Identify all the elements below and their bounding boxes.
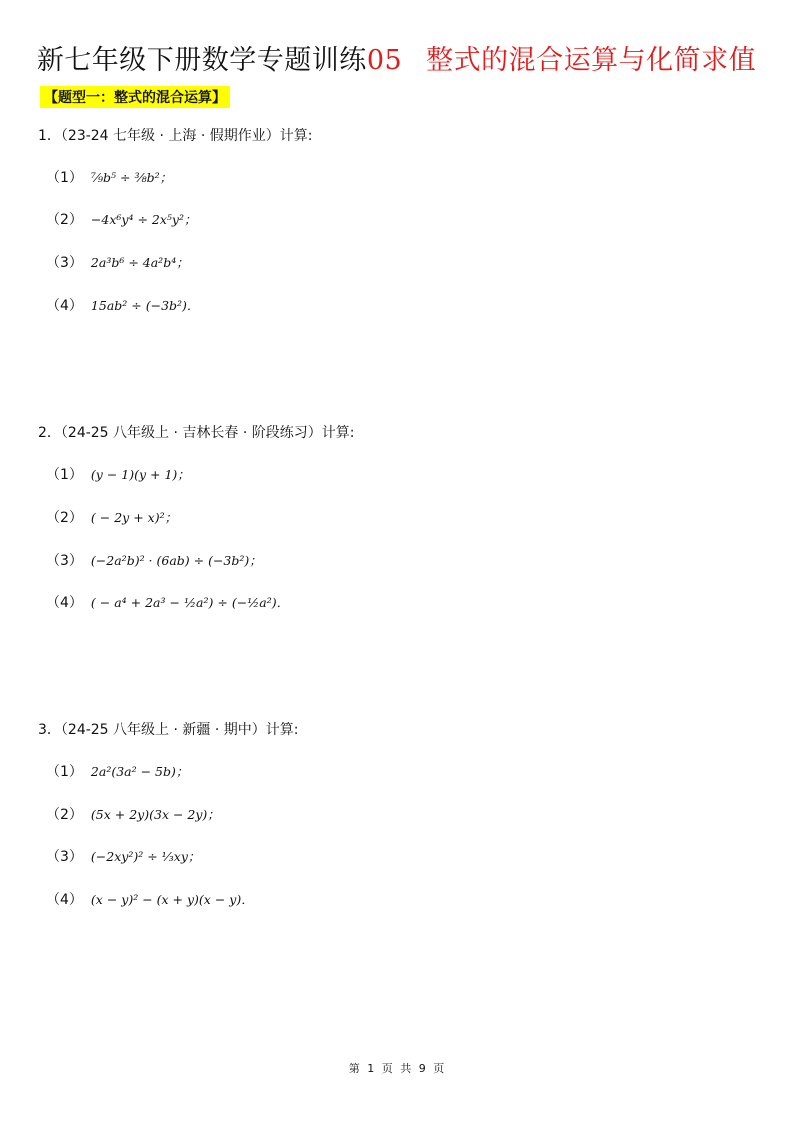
item-label: （2）	[46, 212, 83, 228]
title-number: 05	[366, 45, 403, 76]
problem-1-item-2	[46, 209, 197, 229]
title-topic: 整式的混合运算与化简求值	[426, 45, 757, 76]
item-label: （2）	[46, 807, 83, 823]
problem-3-item-4	[46, 889, 254, 909]
problem-2-item-2	[46, 507, 177, 527]
problem-3-item-1	[46, 761, 188, 781]
item-expression: ⁷⁄₉b⁵ ÷ ³⁄₈b²；	[90, 170, 173, 185]
item-label: （4）	[46, 892, 83, 908]
item-expression: (5x + 2y)(3x − 2y)；	[90, 807, 220, 822]
problem-1-item-4	[46, 295, 199, 315]
item-label: （3）	[46, 255, 83, 271]
item-expression: (−2a²b)² · (6ab) ÷ (−3b²)；	[90, 553, 262, 568]
problem-2-header: 2．（24-25 八年级上 · 吉林长春 · 阶段练习）计算:	[38, 425, 355, 441]
item-label: （4）	[46, 298, 83, 314]
item-expression: −4x⁶y⁴ ÷ 2x⁵y²；	[90, 212, 197, 227]
item-label: （3）	[46, 553, 83, 569]
problem-3-header: 3．（24-25 八年级上 · 新疆 · 期中）计算:	[38, 722, 299, 738]
item-label: （3）	[46, 849, 83, 865]
item-label: （1）	[46, 764, 83, 780]
problem-3-item-2	[46, 804, 220, 824]
problem-1-item-3	[46, 252, 189, 272]
item-expression: (x − y)² − (x + y)(x − y)．	[90, 892, 254, 907]
item-label: （4）	[46, 595, 83, 611]
item-label: （1）	[46, 467, 83, 483]
item-expression: ( − a⁴ + 2a³ − ½a²) ÷ (−½a²)．	[90, 595, 290, 610]
page-footer: 第 1 页 共 9 页	[348, 1062, 445, 1075]
item-expression: (y − 1)(y + 1)；	[90, 467, 190, 482]
item-expression: 2a²(3a² − 5b)；	[90, 764, 189, 779]
problem-1-header: 1．（23-24 七年级 · 上海 · 假期作业）计算:	[38, 128, 313, 144]
item-expression: ( − 2y + x)²；	[90, 510, 178, 525]
item-expression: 2a³b⁶ ÷ 4a²b⁴；	[90, 255, 189, 270]
problem-3-item-3	[46, 846, 200, 866]
section-heading: 【题型一：整式的混合运算】	[40, 86, 230, 108]
item-label: （2）	[46, 510, 83, 526]
item-expression: 15ab² ÷ (−3b²)．	[90, 298, 200, 313]
title-main: 新七年级下册数学专题训练	[36, 45, 367, 76]
problem-2-item-3	[46, 550, 262, 570]
item-label: （1）	[46, 170, 83, 186]
page-title	[0, 38, 793, 77]
problem-1-item-1	[46, 167, 172, 187]
item-expression: (−2xy²)² ÷ ⅓xy；	[90, 849, 201, 864]
problem-2-item-4	[46, 592, 289, 612]
problem-2-item-1	[46, 464, 190, 484]
